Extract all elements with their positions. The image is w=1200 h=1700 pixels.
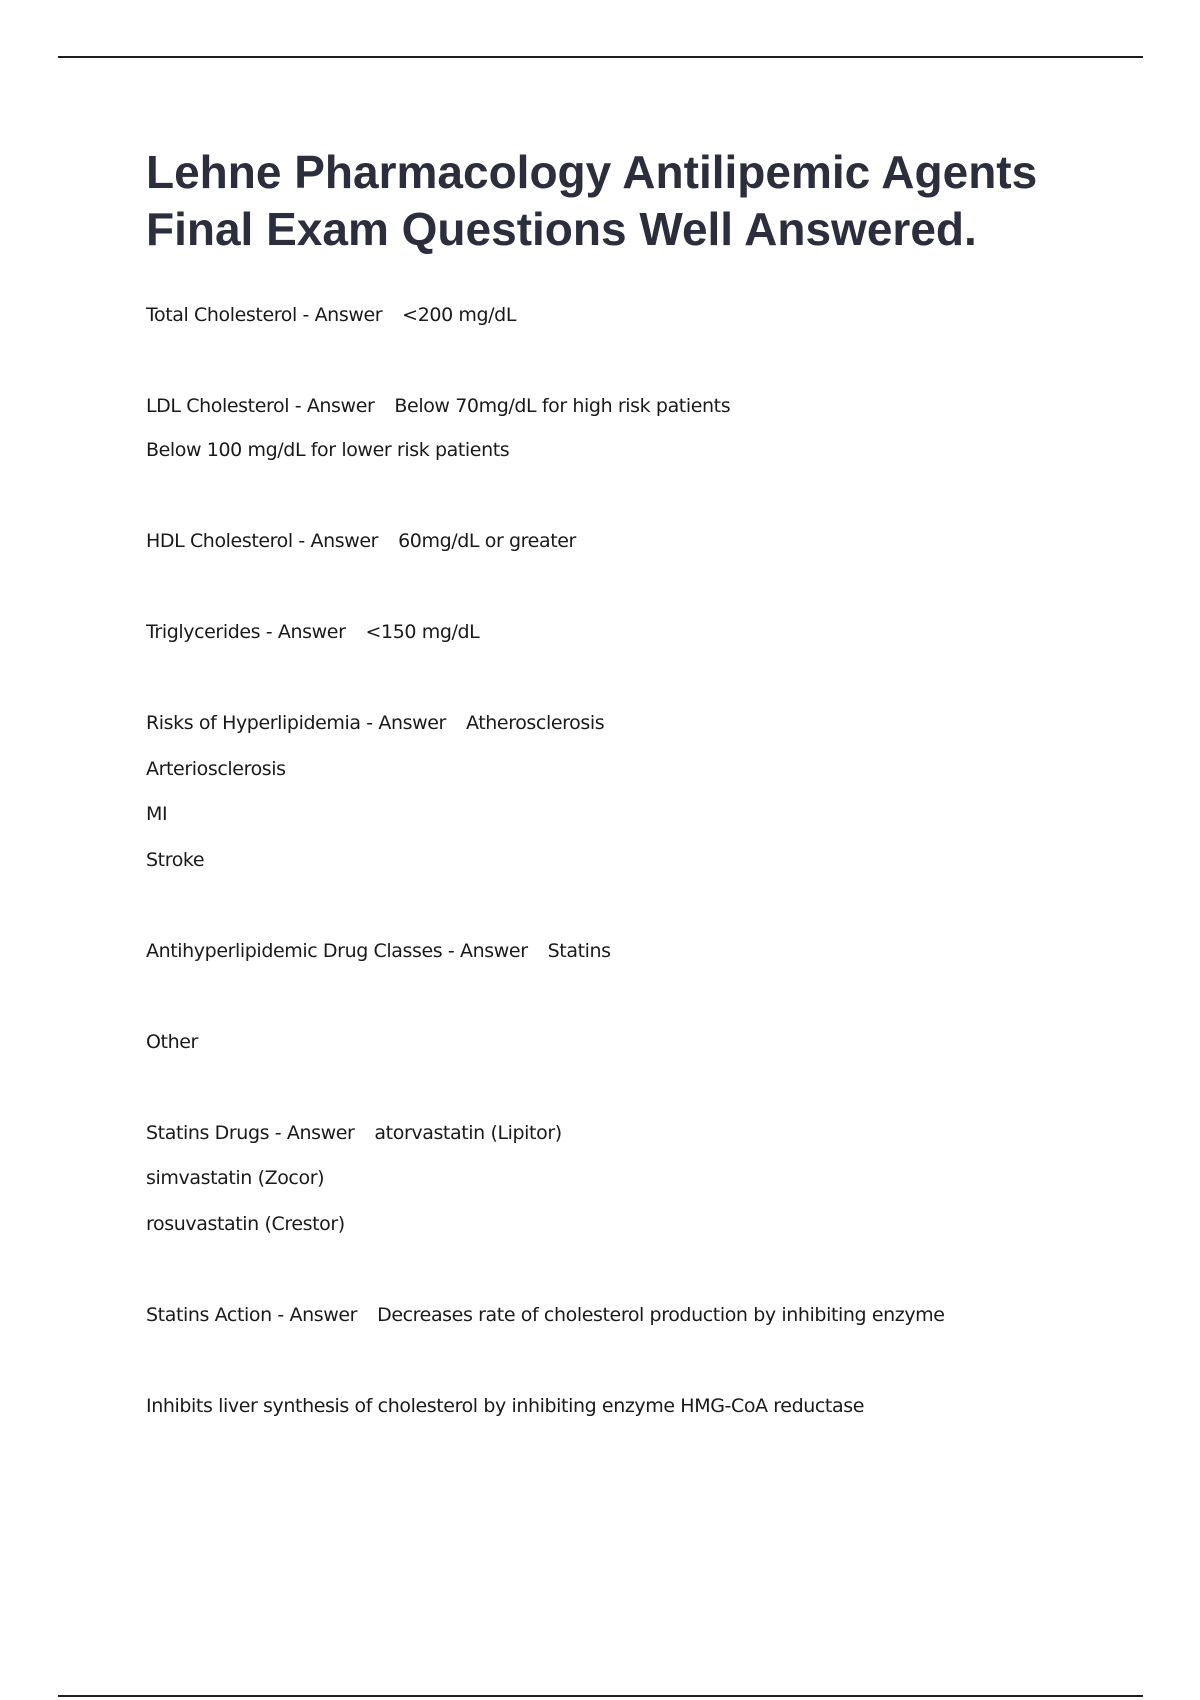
qa-line-ldl-cholesterol <box>146 394 730 418</box>
qa-line-hdl-cholesterol <box>146 529 576 553</box>
qa-answer: 60mg/dL or greater <box>398 530 576 552</box>
qa-continuation: Below 100 mg/dL for lower risk patients <box>146 439 510 461</box>
qa-line-risks-hyperlipidemia <box>146 711 604 735</box>
qa-line-statins-action <box>146 1303 945 1327</box>
qa-term: Antihyperlipidemic Drug Classes - Answer <box>146 940 528 962</box>
qa-line-triglycerides <box>146 620 479 644</box>
qa-continuation: Arteriosclerosis <box>146 758 286 780</box>
bottom-rule <box>58 1695 1143 1697</box>
qa-line-statins-drugs <box>146 1121 562 1145</box>
qa-answer: Below 70mg/dL for high risk patients <box>394 395 731 417</box>
qa-continuation: MI <box>146 803 168 825</box>
qa-answer: Decreases rate of cholesterol production by inhibiting enzyme <box>377 1304 945 1326</box>
qa-answer: Atherosclerosis <box>465 712 605 734</box>
qa-continuation: simvastatin (Zocor) <box>146 1167 325 1189</box>
title-line-2: Final Exam Questions Well Answered. <box>146 203 977 255</box>
qa-line-drug-classes <box>146 939 611 963</box>
qa-term: Statins Drugs - Answer <box>146 1122 355 1144</box>
qa-answer: atorvastatin (Lipitor) <box>374 1122 562 1144</box>
top-rule <box>58 56 1143 58</box>
qa-continuation: rosuvastatin (Crestor) <box>146 1213 345 1235</box>
qa-term: HDL Cholesterol - Answer <box>146 530 379 552</box>
qa-text-inhibits-liver: Inhibits liver synthesis of cholesterol by inhibiting enzyme HMG-CoA reductase <box>146 1395 865 1417</box>
qa-answer: <200 mg/dL <box>402 304 517 326</box>
qa-answer: <150 mg/dL <box>365 621 480 643</box>
qa-term: Triglycerides - Answer <box>146 621 346 643</box>
qa-answer: Statins <box>547 940 611 962</box>
qa-continuation: Stroke <box>146 849 205 871</box>
qa-text-other: Other <box>146 1031 198 1053</box>
qa-term: Total Cholesterol - Answer <box>146 304 383 326</box>
qa-term: Risks of Hyperlipidemia - Answer <box>146 712 446 734</box>
qa-term: LDL Cholesterol - Answer <box>146 395 375 417</box>
title-line-1: Lehne Pharmacology Antilipemic Agents <box>146 146 1038 198</box>
qa-term: Statins Action - Answer <box>146 1304 358 1326</box>
qa-line-total-cholesterol <box>146 303 516 327</box>
document-title <box>146 144 1146 258</box>
